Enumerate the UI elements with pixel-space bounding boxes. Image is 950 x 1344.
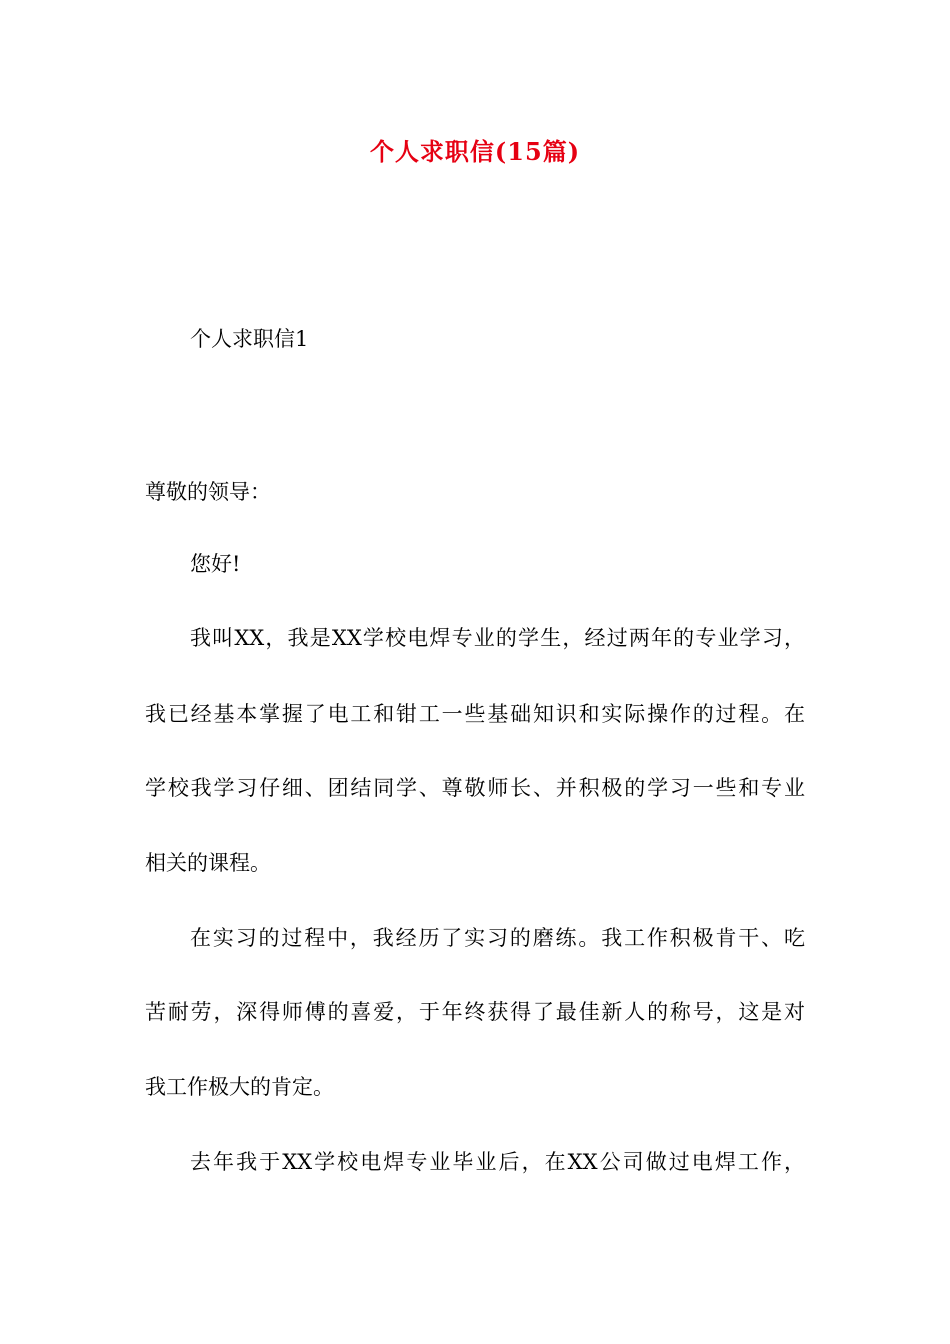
- paragraph-line: 我已经基本掌握了电工和钳工一些基础知识和实际操作的过程。在: [145, 702, 805, 726]
- paragraph-line: 学校我学习仔细、团结同学、尊敬师长、并积极的学习一些和专业: [145, 776, 805, 800]
- paragraph-line: 我工作极大的肯定。: [145, 1075, 334, 1099]
- paragraph-line: 去年我于XX学校电焊专业毕业后，在XX公司做过电焊工作，: [190, 1150, 805, 1174]
- section-heading: 个人求职信1: [190, 327, 309, 351]
- paragraph-line: 在实习的过程中，我经历了实习的磨练。我工作积极肯干、吃: [190, 926, 805, 950]
- greeting: 您好!: [190, 552, 241, 576]
- paragraph-line: 相关的课程。: [145, 851, 271, 875]
- salutation: 尊敬的领导：: [145, 480, 271, 504]
- paragraph-line: 我叫XX，我是XX学校电焊专业的学生，经过两年的专业学习，: [190, 626, 805, 650]
- document-title: 个人求职信(15篇): [369, 137, 581, 166]
- paragraph-line: 苦耐劳，深得师傅的喜爱，于年终获得了最佳新人的称号，这是对: [145, 1000, 805, 1024]
